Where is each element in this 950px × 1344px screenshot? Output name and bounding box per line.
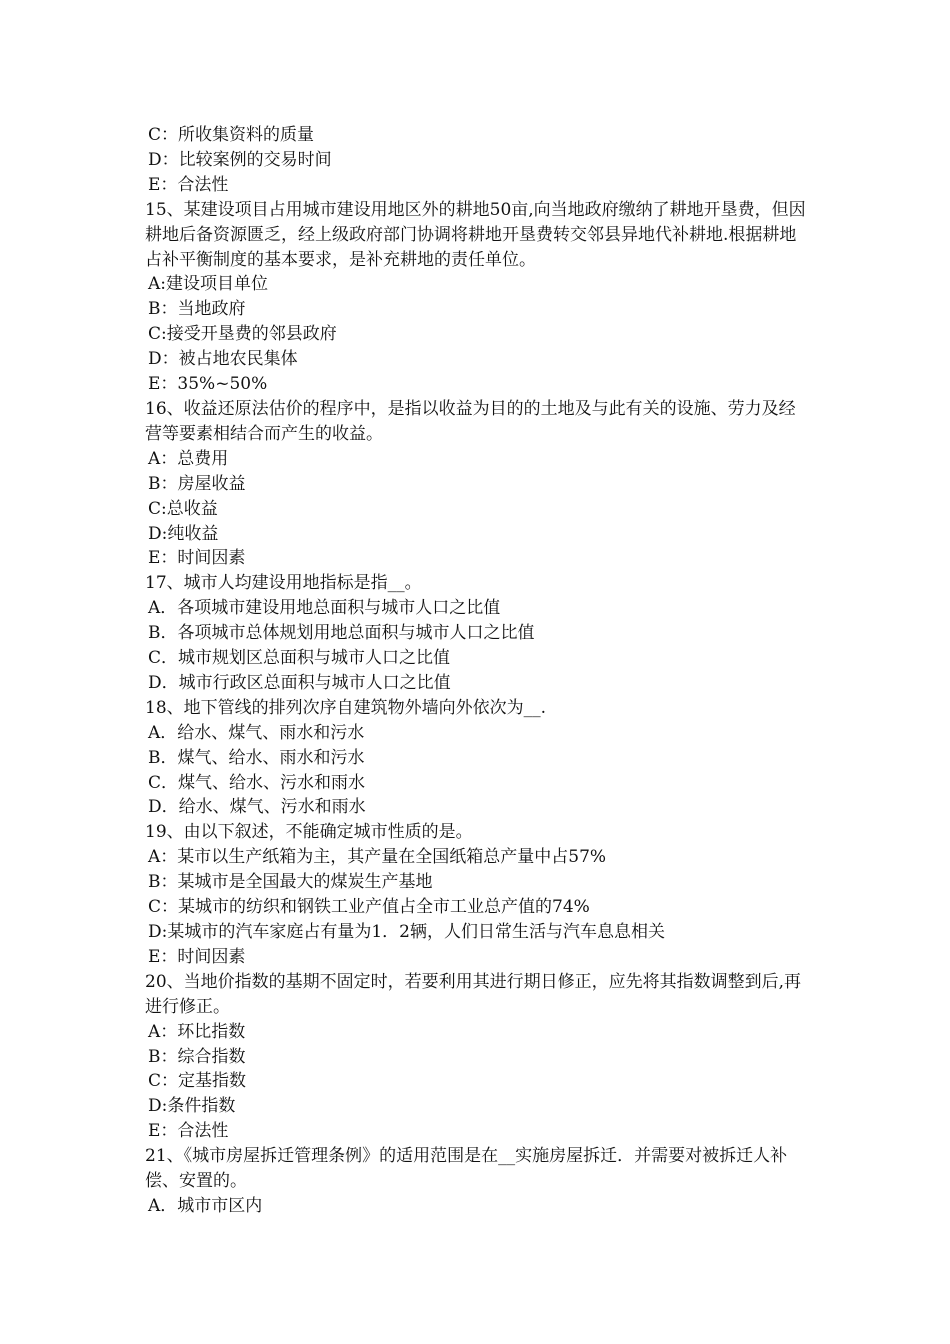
option-e: E：合法性: [148, 1121, 229, 1142]
option-d: D:条件指数: [148, 1096, 236, 1117]
option-b: B．煤气、给水、雨水和污水: [148, 747, 365, 768]
previous-question-options: [145, 123, 810, 198]
document-page: [145, 123, 810, 1219]
option-b: B：综合指数: [148, 1046, 246, 1067]
question-18: [145, 696, 810, 821]
option-a: A:建设项目单位: [148, 274, 269, 295]
question-stem: 17、城市人均建设用地指标是指__。: [145, 573, 422, 594]
option-c: C:总收益: [148, 498, 218, 519]
question-stem: 18、地下管线的排列次序自建筑物外墙向外依次为__.: [145, 697, 547, 718]
option-d: D．给水、煤气、污水和雨水: [148, 797, 366, 818]
question-21: [145, 1144, 810, 1219]
option-c: C．煤气、给水、污水和雨水: [148, 772, 366, 793]
option-e: E：35%~50%: [148, 374, 268, 395]
question-17: [145, 571, 810, 696]
question-15: [145, 198, 810, 397]
option-a: A．给水、煤气、雨水和污水: [148, 722, 365, 743]
option-c: C：定基指数: [148, 1071, 247, 1092]
option-prev-e: E：合法性: [148, 174, 229, 195]
option-e: E：时间因素: [148, 946, 246, 967]
option-a: A．城市市区内: [148, 1195, 263, 1216]
option-a: A：总费用: [148, 448, 229, 469]
option-d: D：被占地农民集体: [148, 349, 298, 370]
question-stem: 21、《城市房屋拆迁管理条例》的适用范围是在__实施房屋拆迁．并需要对被拆迁人补偿、安置的。: [145, 1146, 788, 1192]
option-a: A：某市以生产纸箱为主，其产量在全国纸箱总产量中占57%: [148, 847, 607, 868]
option-d: D:某城市的汽车家庭占有量为1．2辆，人们日常生活与汽车息息相关: [148, 922, 665, 942]
question-stem: 20、当地价指数的基期不固定时，若要利用其进行期日修正，应先将其指数调整到后,再进行修正。: [145, 971, 802, 1017]
option-c: C:接受开垦费的邻县政府: [148, 324, 337, 345]
option-prev-c: C：所收集资料的质量: [148, 125, 315, 145]
question-16: [145, 397, 810, 571]
option-a: A．各项城市建设用地总面积与城市人口之比值: [148, 598, 501, 619]
option-b: B．各项城市总体规划用地总面积与城市人口之比值: [148, 623, 535, 644]
option-c: C．城市规划区总面积与城市人口之比值: [148, 648, 451, 669]
question-stem: 16、收益还原法估价的程序中，是指以收益为目的的土地及与此有关的设施、劳力及经营等要素相结合而产生的收益。: [145, 398, 796, 444]
option-c: C：某城市的纺织和钢铁工业产值占全市工业总产值的74%: [148, 897, 590, 918]
question-stem: 19、由以下叙述，不能确定城市性质的是。: [145, 822, 473, 843]
option-a: A：环比指数: [148, 1021, 246, 1042]
option-d: D:纯收益: [148, 523, 219, 544]
option-prev-d: D：比较案例的交易时间: [148, 149, 332, 170]
option-b: B：某城市是全国最大的煤炭生产基地: [148, 872, 433, 893]
option-b: B：房屋收益: [148, 473, 246, 494]
question-stem: 15、某建设项目占用城市建设用地区外的耕地50亩,向当地政府缴纳了耕地开垦费，但因耕地后备资源匮乏，经上级政府部门协调将耕地开垦费转交邻县异地代补耕地.根据耕地占补平衡制度的基本要求，是补充耕地的责任单位。: [145, 199, 806, 270]
option-d: D．城市行政区总面积与城市人口之比值: [148, 672, 451, 693]
question-19: [145, 820, 810, 969]
option-e: E：时间因素: [148, 548, 246, 569]
question-20: [145, 970, 810, 1144]
option-b: B：当地政府: [148, 299, 246, 320]
